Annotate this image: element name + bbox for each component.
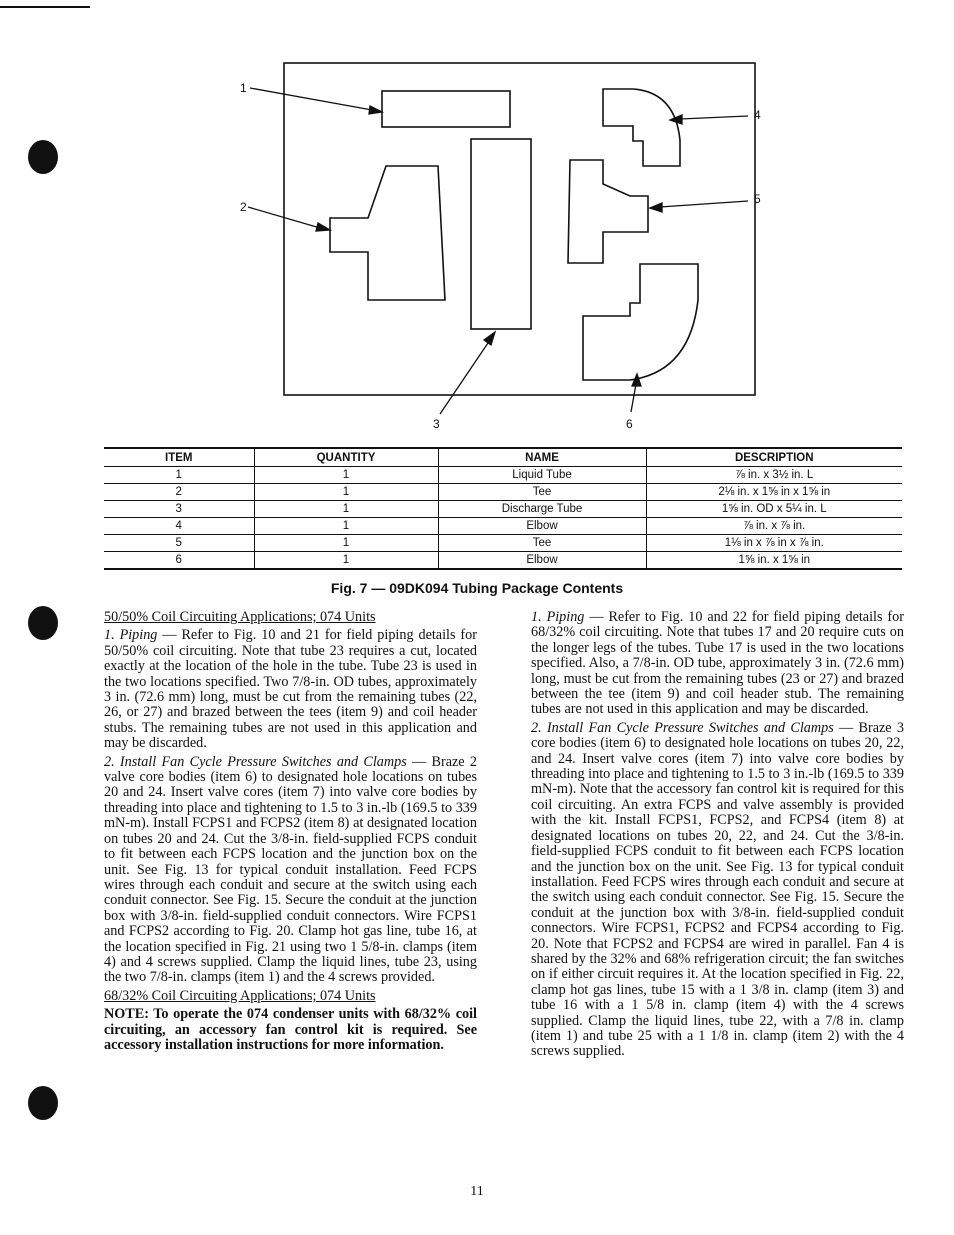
parts-table — [104, 447, 902, 570]
table-cell: 1 — [254, 535, 438, 552]
table-cell: 4 — [104, 518, 254, 535]
callout-label: 6 — [626, 417, 633, 431]
paragraph-text: — Braze 3 core bodies (item 6) to designated hole locations on tubes 20, 22, and 24. Insert valve cores (item 7) into valve core bodies by threading into place and tightening to 1.5 to 3 in.-lb (169.5 to 339 mN-m). Note that the accessory fan control kit is required for this coil circuiting. An extra FCPS and valve assembly is provided with the kit. Install FCPS1, FCPS2, and FCPS4 (item 8) at designated locations on tubes 20, 22, and 24. Cut the 3/8-in. field-supplied FCPS conduit to fit between each FCPS location and the junction box on the unit. See Fig. 13 for typical conduit installation. Feed FCPS wires through each conduit and secure at the switch using each conduit connector. See Fig. 15. Secure the conduit at the junction box with 3/8-in. field-supplied conduit connectors. Wire FCPS1, FCPS2 and FCPS4 according to Fig. 20. Note that FCPS2 and FCPS4 are wired in parallel. Fan 4 is shared by the 32% and 68% refrigeration circuit; the fan switches on if either circuit requires it. At the location specified in Fig. 22, clamp hot gas lines, tube 15 with a 1 3/8 in. clamp (item 3) and tube 16 with a 1 5/8 in. clamp (item 4) with the 4 screws supplied. Clamp the liquid lines, tube 22, with a 7/8 in. clamp (item 1) and tube 25 with a 1 1/8 in. clamp (item 2) with the 4 screws supplied. — [531, 719, 904, 1060]
header-rule — [0, 6, 90, 8]
binder-hole — [28, 1086, 58, 1120]
binder-hole — [28, 140, 58, 174]
table-row — [104, 518, 902, 535]
elbow-small — [603, 89, 680, 166]
table-cell: 6 — [104, 552, 254, 570]
table-cell: Elbow — [438, 518, 646, 535]
table-cell: ⅞ in. x 3½ in. L — [646, 467, 902, 484]
liquid-tube — [382, 91, 510, 127]
table-cell: 1 — [254, 501, 438, 518]
column-header: NAME — [438, 448, 646, 467]
tee-small — [568, 160, 648, 263]
paragraph-lead: 2. Install Fan Cycle Pressure Switches and Clamps — [104, 753, 407, 770]
table-cell: Liquid Tube — [438, 467, 646, 484]
table-cell: Tee — [438, 484, 646, 501]
tee-part — [330, 166, 445, 300]
table-cell: 1⅝ in. x 1⅝ in — [646, 552, 902, 570]
table-cell: Tee — [438, 535, 646, 552]
callout-label: 3 — [433, 417, 440, 431]
table-cell: 1 — [254, 552, 438, 570]
table-row — [104, 535, 902, 552]
paragraph-text: — Refer to Fig. 10 and 22 for field piping details for 68/32% coil circuiting. Note that tubes 17 and 20 require cuts on the longer legs of the tubes. Tube 17 is used in the two locations specified. Also, a 7/8-in. OD tube, approximately 3 in. (72.6 mm) long, must be cut from the remaining tubes (23 or 27) and brazed between the tee (item 9) and coil header stub. The remaining tubes are not used in this application and may be discarded. — [531, 609, 904, 718]
tubing-package-diagram — [238, 58, 778, 436]
table-row — [104, 484, 902, 501]
paragraph-text: — Refer to Fig. 10 and 21 for field piping details for 50/50% coil circuiting. Note that tube 23 requires a cut, located exactly at the location of the hole in the tube. Tube 23 is used in the two locations specified. Two 7/8-in. OD tubes, approximately 3 in. (72.6 mm) long, must be cut from the remaining tubes (22, 26, or 27) and brazed between the tees (item 9) and coil header stubs. The remaining tubes are not used in this application and may be discarded. — [104, 627, 477, 752]
table-cell: 2⅛ in. x 1⅝ in x 1⅝ in — [646, 484, 902, 501]
table-cell: ⅞ in. x ⅞ in. — [646, 518, 902, 535]
paragraph-lead: 1. Piping — [531, 609, 585, 625]
section-heading: 68/32% Coil Circuiting Applications; 074 Units — [104, 987, 376, 1004]
paragraph — [104, 755, 477, 986]
callout-label: 4 — [754, 108, 761, 122]
note: NOTE: To operate the 074 condenser units with 68/32% coil circuiting, an accessory fan control kit is required. See accessory installation instructions for more information. — [104, 1006, 477, 1053]
table-cell: 1 — [254, 467, 438, 484]
column-header: QUANTITY — [254, 448, 438, 467]
table-cell: Elbow — [438, 552, 646, 570]
table-cell: 3 — [104, 501, 254, 518]
paragraph-lead: 2. Install Fan Cycle Pressure Switches and Clamps — [531, 719, 834, 736]
table-cell: 1 — [104, 467, 254, 484]
callout-label: 5 — [754, 192, 761, 206]
column-header: ITEM — [104, 448, 254, 467]
left-column — [104, 610, 477, 1056]
table-row — [104, 501, 902, 518]
paragraph-text: — Braze 2 valve core bodies (item 6) to designated hole locations on tubes 20 and 24. Insert valve cores (item 7) into valve core bodies by threading into place and tightening to 1.5 to 3 in.-lb (169.5 to 339 mN-m). Install FCPS1 and FCPS2 (item 8) at designated location on tubes 20 and 24. Cut the 3/8-in. field-supplied FCPS conduit to fit between each FCPS location and the junction box on the unit. See Fig. 13 for typical conduit installation. Feed FCPS wires through each conduit and secure at the switch using each conduit connector. See Fig. 15. Secure the conduit at the junction box with 3/8-in. field-supplied conduit connectors. Wire FCPS1 and FCPS2 according to Fig. 20. Clamp hot gas line, tube 16, at the location specified in Fig. 21 using two 1 5/8-in. clamps (item 4) and 4 screws supplied. Clamp the liquid lines, tube 23, using the two 7/8-in. clamps (item 1) and the 4 screws provided. — [104, 753, 477, 986]
callout-label: 1 — [240, 81, 247, 95]
column-header: DESCRIPTION — [646, 448, 902, 467]
table-cell: 1⅝ in. OD x 5¼ in. L — [646, 501, 902, 518]
paragraph — [531, 610, 904, 718]
table-row — [104, 467, 902, 484]
right-column — [531, 610, 904, 1063]
section-heading: 50/50% Coil Circuiting Applications; 074 Units — [104, 609, 376, 625]
table-row — [104, 552, 902, 570]
discharge-tube — [471, 139, 531, 329]
table-cell: Discharge Tube — [438, 501, 646, 518]
table-cell: 2 — [104, 484, 254, 501]
figure-caption: Fig. 7 — 09DK094 Tubing Package Contents — [330, 580, 624, 596]
paragraph — [104, 628, 477, 751]
page-number: 11 — [470, 1184, 484, 1199]
paragraph — [531, 721, 904, 1060]
binder-hole — [28, 606, 58, 640]
table-cell: 1 — [254, 518, 438, 535]
paragraph-lead: 1. Piping — [104, 627, 158, 644]
table-header-row — [104, 448, 902, 467]
callout-label: 2 — [240, 200, 247, 214]
table-cell: 5 — [104, 535, 254, 552]
table-cell: 1 — [254, 484, 438, 501]
table-cell: 1⅛ in x ⅞ in x ⅞ in. — [646, 535, 902, 552]
elbow-large — [583, 264, 698, 380]
